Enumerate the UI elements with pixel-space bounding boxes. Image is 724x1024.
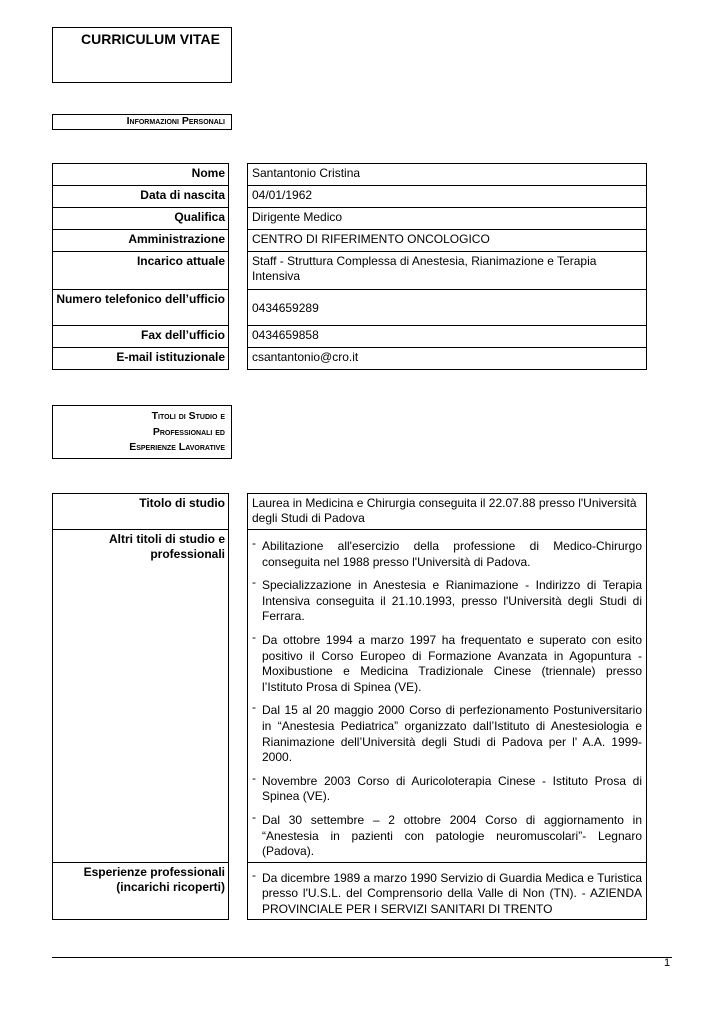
table-row bbox=[53, 230, 647, 252]
table-row bbox=[53, 164, 647, 186]
field-label: Numero telefonico dell’ufficio bbox=[53, 290, 229, 326]
table-row bbox=[53, 326, 647, 348]
field-value bbox=[248, 862, 647, 920]
table-row bbox=[53, 348, 647, 370]
field-value: 04/01/1962 bbox=[248, 186, 647, 208]
field-value: Santantonio Cristina bbox=[248, 164, 647, 186]
field-value: 0434659858 bbox=[248, 326, 647, 348]
field-label: Nome bbox=[53, 164, 229, 186]
table-row bbox=[53, 290, 647, 326]
field-value bbox=[248, 530, 647, 863]
list-item: - Abilitazione all'esercizio della professione di Medico-Chirurgo conseguita nel 1988 presso l'Università di Padova. bbox=[252, 539, 642, 570]
field-label: E-mail istituzionale bbox=[53, 348, 229, 370]
field-value: 0434659289 bbox=[248, 290, 647, 326]
field-label: Qualifica bbox=[53, 208, 229, 230]
field-value: CENTRO DI RIFERIMENTO ONCOLOGICO bbox=[248, 230, 647, 252]
cv-title-box bbox=[52, 27, 232, 83]
table-row bbox=[53, 494, 647, 530]
titles-table bbox=[52, 493, 647, 920]
list-item: - Dal 30 settembre – 2 ottobre 2004 Corso di aggiornamento in “Anestesia in pazienti con patologie neuromuscolari”- Legnaro (Padova). bbox=[252, 813, 642, 860]
field-label: Fax dell’ufficio bbox=[53, 326, 229, 348]
list-item: - Novembre 2003 Corso di Auricoloterapia Cinese - Istituto Prosa di Spinea (VE). bbox=[252, 774, 642, 805]
list-item: - Da ottobre 1994 a marzo 1997 ha frequentato e superato con esito positivo il Corso Europeo di Formazione Avanzata in Agopuntura - Moxibustione e Medicina Tradizionale Cinese (triennale) presso l’Istituto Prosa di Spinea (VE). bbox=[252, 633, 642, 695]
field-label: Data di nascita bbox=[53, 186, 229, 208]
altri-titoli-list bbox=[252, 530, 642, 860]
table-row bbox=[53, 530, 647, 863]
field-label: Altri titoli di studio e professionali bbox=[53, 530, 229, 863]
titles-section-header bbox=[52, 405, 232, 459]
table-row bbox=[53, 208, 647, 230]
titles-section-title: Titoli di Studio e Professionali ed Esperienze Lavorative bbox=[129, 410, 225, 453]
table-row bbox=[53, 862, 647, 920]
field-value: Dirigente Medico bbox=[248, 208, 647, 230]
field-label: Incarico attuale bbox=[53, 252, 229, 290]
personal-section-header bbox=[52, 114, 232, 130]
page-number: 1 bbox=[664, 957, 671, 969]
field-label: Titolo di studio bbox=[53, 494, 229, 530]
cv-title: CURRICULUM VITAE bbox=[81, 31, 220, 47]
field-label: Amministrazione bbox=[53, 230, 229, 252]
list-item: - Specializzazione in Anestesia e Rianimazione - Indirizzo di Terapia Intensiva conseguita il 21.10.1993, presso l'Università degli Studi di Ferrara. bbox=[252, 578, 642, 625]
personal-section-title: Informazioni Personali bbox=[126, 115, 225, 127]
field-value: Staff - Struttura Complessa di Anestesia, Rianimazione e Terapia Intensiva bbox=[248, 252, 647, 290]
list-item: - Dal 15 al 20 maggio 2000 Corso di perfezionamento Postuniversitario in “Anestesia Pediatrica” organizzato dall’Istituto di Anestesiologia e Rianimazione dell’Università degli Studi di Padova per l' A.A. 1999-2000. bbox=[252, 703, 642, 765]
field-value: Laurea in Medicina e Chirurgia conseguita il 22.07.88 presso l'Università degli Studi di Padova bbox=[248, 494, 647, 530]
table-row bbox=[53, 252, 647, 290]
esperienze-list bbox=[252, 863, 642, 918]
field-label: Esperienze professionali (incarichi ricoperti) bbox=[53, 862, 229, 920]
list-item: - Da dicembre 1989 a marzo 1990 Servizio di Guardia Medica e Turistica presso l'U.S.L. del Comprensorio della Valle di Non (TN). - AZIENDA PROVINCIALE PER I SERVIZI SANITARI DI TRENTO bbox=[252, 871, 642, 918]
footer-divider bbox=[52, 957, 672, 958]
field-value: csantantonio@cro.it bbox=[248, 348, 647, 370]
table-row bbox=[53, 186, 647, 208]
personal-info-table bbox=[52, 163, 647, 370]
